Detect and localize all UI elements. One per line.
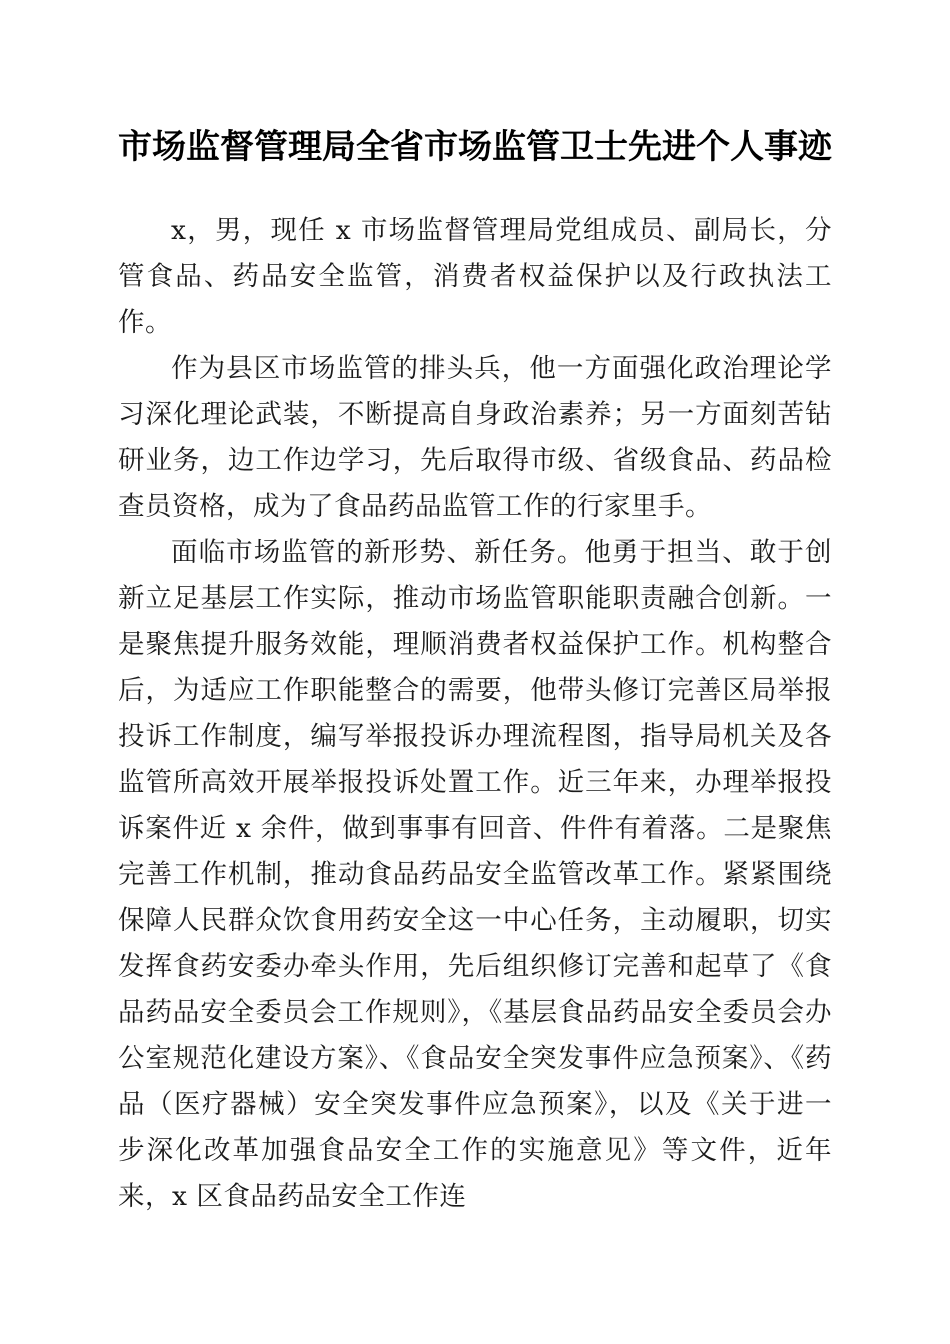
article-body <box>118 172 832 1220</box>
paragraph: 作为县区市场监管的排头兵，他一方面强化政治理论学习深化理论武装，不断提高自身政治素养；另一方面刻苦钻研业务，边工作边学习，先后取得市级、省级食品、药品检查员资格，成为了食品药品监管工作的行家里手。 <box>118 353 832 522</box>
paragraph: x，男，现任 x 市场监督管理局党组成员、副局长，分管食品、药品安全监管，消费者权益保护以及行政执法工作。 <box>118 215 832 338</box>
page-title: 市场监督管理局全省市场监管卫士先进个人事迹 <box>118 129 832 166</box>
page-content-area <box>118 0 832 1220</box>
paragraph: 面临市场监管的新形势、新任务。他勇于担当、敢于创新立足基层工作实际，推动市场监管职能职责融合创新。一是聚焦提升服务效能，理顺消费者权益保护工作。机构整合后，为适应工作职能整合的需要，他带头修订完善区局举报投诉工作制度，编写举报投诉办理流程图，指导局机关及各监管所高效开展举报投诉处置工作。近三年来，办理举报投诉案件近 x 余件，做到事事有回音、件件有着落。二是聚焦完善工作机制，推动食品药品安全监管改革工作。紧紧围绕保障人民群众饮食用药安全这一中心任务，主动履职，切实发挥食药安委办牵头作用，先后组织修订完善和起草了《食品药品安全委员会工作规则》，《基层食品药品安全委员会办公室规范化建设方案》、《食品安全突发事件应急预案》、《药品（医疗器械）安全突发事件应急预案》，以及《关于进一步深化改革加强食品安全工作的实施意见》等文件，近年来，x 区食品药品安全工作连 <box>118 537 832 1212</box>
